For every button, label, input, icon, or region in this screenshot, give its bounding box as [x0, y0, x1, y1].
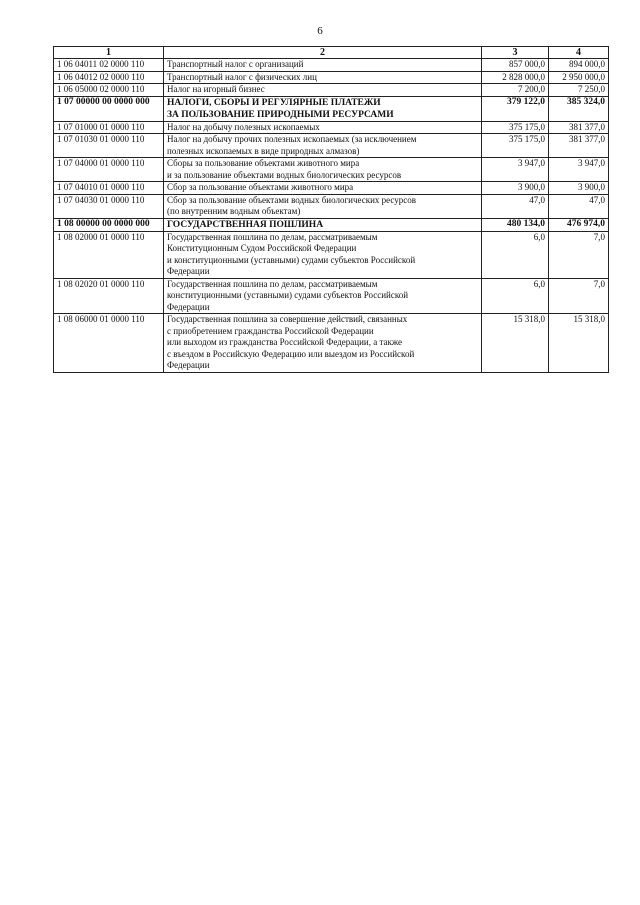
row-value-3-cell: 47,0 — [482, 194, 549, 218]
row-value-3-cell: 480 134,0 — [482, 218, 549, 231]
table-row — [54, 218, 609, 231]
row-code-cell: 1 08 06000 01 0000 110 — [54, 314, 164, 373]
row-value-3-cell: 15 318,0 — [482, 314, 549, 373]
table-row — [54, 194, 609, 218]
table-row — [54, 134, 609, 158]
row-value-3-cell: 857 000,0 — [482, 59, 549, 72]
row-name-cell: Сборы за пользование объектами животного мира и за пользование объектами водных биологических ресурсов — [164, 158, 482, 182]
row-name-cell: Транспортный налог с организаций — [164, 59, 482, 72]
row-name-cell: ГОСУДАРСТВЕННАЯ ПОШЛИНА — [164, 218, 482, 231]
row-name-cell: Государственная пошлина по делам, рассматриваемым Конституционным Судом Российской Федерации и конституционными (уставными) судами субъектов Российской Федерации — [164, 231, 482, 278]
column-header-code: 1 — [54, 47, 164, 59]
row-value-3-cell: 2 828 000,0 — [482, 71, 549, 84]
row-name-cell: Налог на добычу полезных ископаемых — [164, 121, 482, 134]
row-code-cell: 1 06 04011 02 0000 110 — [54, 59, 164, 72]
table-row — [54, 182, 609, 195]
row-name-cell: Налог на добычу прочих полезных ископаемых (за исключением полезных ископаемых в виде природных алмазов) — [164, 134, 482, 158]
row-code-cell: 1 07 01030 01 0000 110 — [54, 134, 164, 158]
table-row — [54, 231, 609, 278]
row-value-4-cell: 3 947,0 — [549, 158, 609, 182]
budget-revenue-table — [53, 46, 609, 373]
table-row — [54, 121, 609, 134]
row-value-4-cell: 385 324,0 — [549, 96, 609, 121]
row-value-3-cell: 379 122,0 — [482, 96, 549, 121]
row-value-4-cell: 15 318,0 — [549, 314, 609, 373]
row-code-cell: 1 07 04000 01 0000 110 — [54, 158, 164, 182]
row-value-3-cell: 375 175,0 — [482, 121, 549, 134]
row-value-4-cell: 2 950 000,0 — [549, 71, 609, 84]
row-name-cell: Сбор за пользование объектами водных биологических ресурсов (по внутренним водным объектам) — [164, 194, 482, 218]
row-code-cell: 1 07 01000 01 0000 110 — [54, 121, 164, 134]
table-row — [54, 158, 609, 182]
row-code-cell: 1 06 05000 02 0000 110 — [54, 84, 164, 97]
row-value-3-cell: 7 200,0 — [482, 84, 549, 97]
row-value-3-cell: 6,0 — [482, 231, 549, 278]
row-code-cell: 1 08 00000 00 0000 000 — [54, 218, 164, 231]
row-value-4-cell: 381 377,0 — [549, 134, 609, 158]
table-row — [54, 278, 609, 314]
table-row — [54, 96, 609, 121]
row-name-cell: Налог на игорный бизнес — [164, 84, 482, 97]
table-body — [54, 59, 609, 373]
column-header-value-4: 4 — [549, 47, 609, 59]
row-code-cell: 1 06 04012 02 0000 110 — [54, 71, 164, 84]
row-value-3-cell: 3 900,0 — [482, 182, 549, 195]
row-value-3-cell: 3 947,0 — [482, 158, 549, 182]
row-value-4-cell: 7 250,0 — [549, 84, 609, 97]
row-value-4-cell: 476 974,0 — [549, 218, 609, 231]
table-header-row — [54, 47, 609, 59]
table-row — [54, 314, 609, 373]
row-name-cell: НАЛОГИ, СБОРЫ И РЕГУЛЯРНЫЕ ПЛАТЕЖИ ЗА ПОЛЬЗОВАНИЕ ПРИРОДНЫМИ РЕСУРСАМИ — [164, 96, 482, 121]
row-value-4-cell: 47,0 — [549, 194, 609, 218]
row-value-3-cell: 6,0 — [482, 278, 549, 314]
row-code-cell: 1 08 02020 01 0000 110 — [54, 278, 164, 314]
table-row — [54, 59, 609, 72]
row-name-cell: Сбор за пользование объектами животного мира — [164, 182, 482, 195]
column-header-name: 2 — [164, 47, 482, 59]
row-code-cell: 1 08 02000 01 0000 110 — [54, 231, 164, 278]
row-code-cell: 1 07 00000 00 0000 000 — [54, 96, 164, 121]
row-value-4-cell: 381 377,0 — [549, 121, 609, 134]
table-row — [54, 71, 609, 84]
row-value-4-cell: 3 900,0 — [549, 182, 609, 195]
column-header-value-3: 3 — [482, 47, 549, 59]
table-row — [54, 84, 609, 97]
row-value-4-cell: 7,0 — [549, 278, 609, 314]
row-code-cell: 1 07 04010 01 0000 110 — [54, 182, 164, 195]
row-name-cell: Транспортный налог с физических лиц — [164, 71, 482, 84]
row-name-cell: Государственная пошлина по делам, рассматриваемым конституционными (уставными) судами субъектов Российской Федерации — [164, 278, 482, 314]
row-code-cell: 1 07 04030 01 0000 110 — [54, 194, 164, 218]
row-value-3-cell: 375 175,0 — [482, 134, 549, 158]
row-value-4-cell: 7,0 — [549, 231, 609, 278]
row-value-4-cell: 894 000,0 — [549, 59, 609, 72]
page-number: 6 — [317, 25, 323, 37]
row-name-cell: Государственная пошлина за совершение действий, связанных с приобретением гражданства Российской Федерации или выходом из гражданства Российской Федерации, а также с въездом в Российскую Федерацию или выездом из Российской Федерации — [164, 314, 482, 373]
